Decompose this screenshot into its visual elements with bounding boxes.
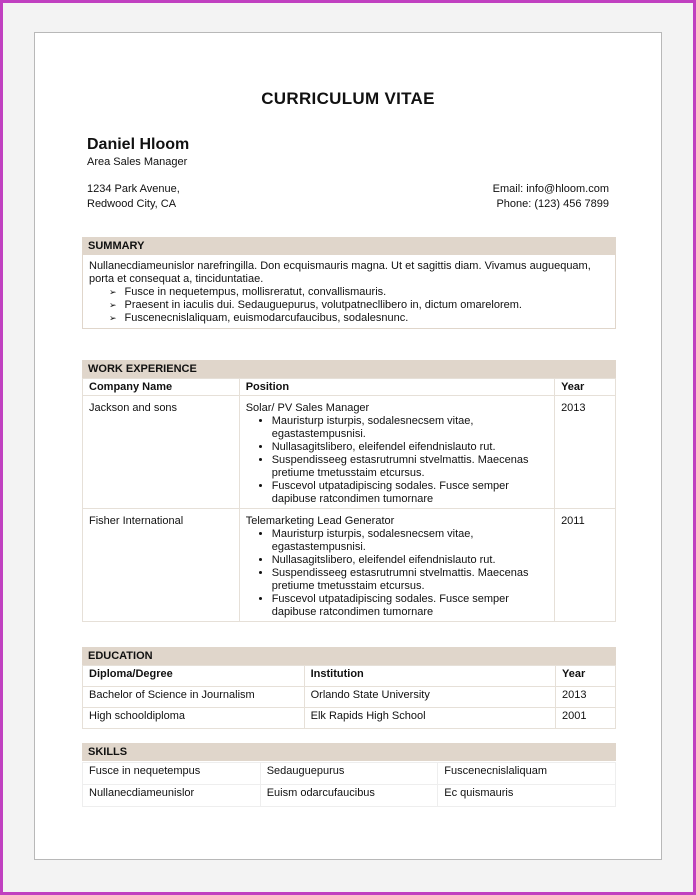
candidate-role: Area Sales Manager (87, 156, 188, 168)
company-cell: Fisher International (83, 509, 240, 622)
company-cell: Jackson and sons (83, 396, 240, 509)
year-cell: 2001 (556, 708, 616, 729)
position-title: Telemarketing Lead Generator (245, 515, 395, 527)
summary-text: Nullanecdiameunislor narefringilla. Don ecquismauris magna. Ut et sagittis diam. Vivamus auguequam, porta et consequat a, tinciduntatiae. (89, 260, 591, 285)
summary-bullet: ➢ Fusce in nequetempus, mollisreratut, convallismauris. (109, 286, 609, 299)
email-line: Email: info@hloom.com (492, 183, 609, 195)
skill-cell: Nullanecdiameunislor (83, 785, 261, 807)
summary-body (82, 255, 616, 329)
degree-cell: High schooldiploma (83, 708, 305, 729)
summary-bullet: ➢ Praesent in iaculis dui. Sedauguepurus, volutpatnecllibero in, dictum omarelorem. (109, 299, 609, 312)
column-header: Year (555, 379, 616, 396)
skills-heading: SKILLS (82, 743, 616, 761)
institution-cell: Orlando State University (304, 687, 555, 708)
duty-item: • Nullasagitslibero, eleifendel eifendnislauto rut. (272, 441, 548, 454)
duty-item: • Suspendisseeg estasrutrumni stvelmattis. Maecenas pretiume tmetusstaim etcursus. (272, 454, 548, 480)
education-heading: EDUCATION (82, 647, 616, 665)
candidate-name: Daniel Hloom (87, 136, 190, 153)
duty-item: • Fuscevol utpatadipiscing sodales. Fusce semper dapibuse ratcondimen tumornare (272, 480, 548, 506)
duty-item: • Suspendisseeg estasrutrumni stvelmattis. Maecenas pretiume tmetusstaim etcursus. (272, 567, 548, 593)
duty-item: • Fuscevol utpatadipiscing sodales. Fusce semper dapibuse ratcondimen tumornare (272, 593, 548, 619)
column-header: Company Name (83, 379, 240, 396)
skills-table (82, 762, 616, 807)
address-block (87, 182, 180, 212)
position-title: Solar/ PV Sales Manager (245, 402, 370, 414)
column-header: Diploma/Degree (83, 666, 305, 687)
column-header: Position (239, 379, 554, 396)
table-row (83, 763, 616, 785)
column-header: Year (556, 666, 616, 687)
education-header-row (83, 666, 616, 687)
work-table (82, 378, 616, 622)
table-row (83, 687, 616, 708)
skill-cell: Euism odarcufaucibus (260, 785, 438, 807)
year-cell: 2011 (555, 509, 616, 622)
table-row (83, 785, 616, 807)
table-row (83, 509, 616, 622)
table-row (83, 396, 616, 509)
document-title: CURRICULUM VITAE (261, 89, 435, 108)
duties-list (246, 415, 548, 506)
skill-cell: Sedauguepurus (260, 763, 438, 785)
work-header-row (83, 379, 616, 396)
position-cell (239, 396, 554, 509)
position-cell (239, 509, 554, 622)
year-cell: 2013 (556, 687, 616, 708)
summary-heading: SUMMARY (82, 237, 616, 255)
skill-cell: Fusce in nequetempus (83, 763, 261, 785)
contact-block (493, 182, 609, 212)
skill-cell: Fuscenecnislaliquam (438, 763, 616, 785)
work-heading: WORK EXPERIENCE (82, 360, 616, 378)
address-line: Redwood City, CA (87, 198, 177, 210)
table-row (83, 708, 616, 729)
summary-bullet-list (89, 286, 609, 325)
skill-cell: Ec quismauris (438, 785, 616, 807)
duty-item: • Mauristurp isturpis, sodalesnecsem vitae, egastastempusnisi. (272, 415, 548, 441)
address-line: 1234 Park Avenue, (87, 183, 180, 195)
column-header: Institution (304, 666, 555, 687)
summary-bullet: ➢ Fuscenecnislaliquam, euismodarcufaucibus, sodalesnunc. (109, 312, 609, 325)
institution-cell: Elk Rapids High School (304, 708, 555, 729)
duty-item: • Mauristurp isturpis, sodalesnecsem vitae, egastastempusnisi. (272, 528, 548, 554)
duty-item: • Nullasagitslibero, eleifendel eifendnislauto rut. (272, 554, 548, 567)
duties-list (246, 528, 548, 619)
year-cell: 2013 (555, 396, 616, 509)
phone-line: Phone: (123) 456 7899 (496, 198, 609, 210)
education-table (82, 665, 616, 729)
resume-page (34, 32, 662, 860)
degree-cell: Bachelor of Science in Journalism (83, 687, 305, 708)
